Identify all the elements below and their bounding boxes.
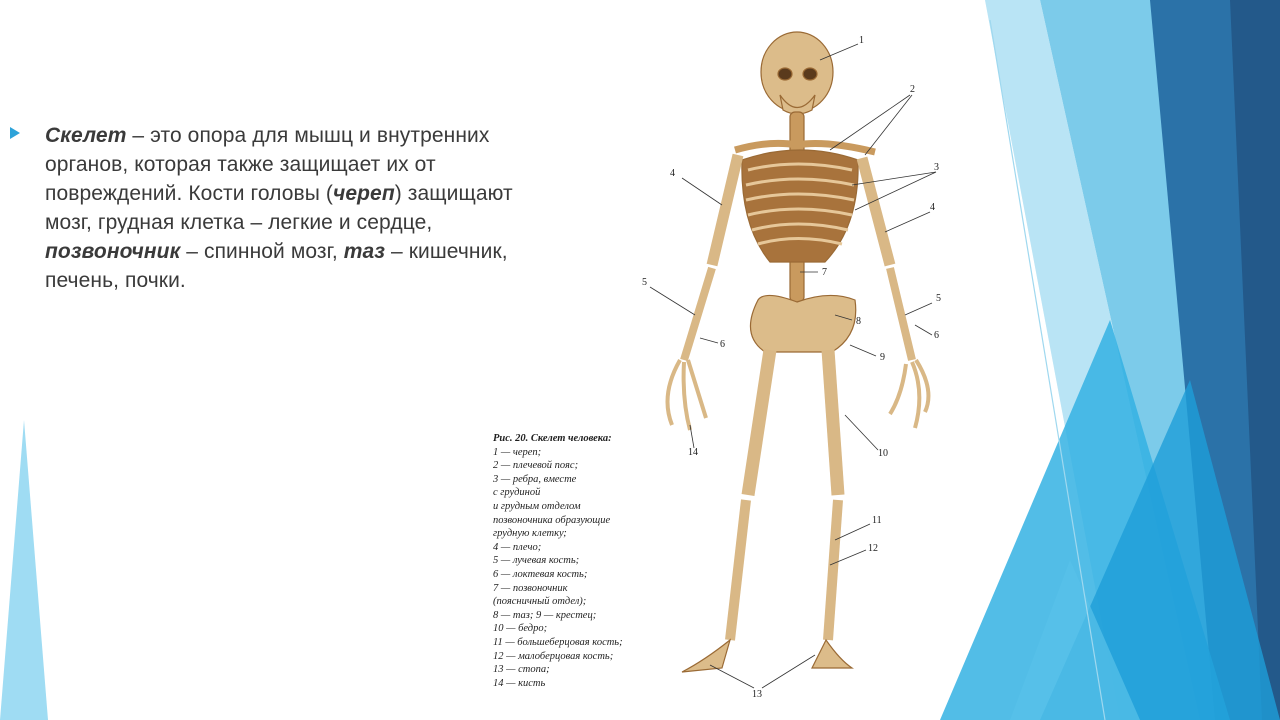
pelvis (750, 295, 855, 352)
text-part: – спинной мозг, (180, 240, 344, 263)
eye-socket-left (778, 68, 792, 80)
text-part: ) защищают мозг, грудная клетка – легкие и сердце, (45, 182, 513, 234)
hand-left (668, 360, 707, 430)
femur-left (748, 350, 770, 495)
figure-label: 11 (872, 515, 882, 526)
humerus-left (712, 155, 738, 265)
caption-line: позвоночника образующие (493, 514, 611, 526)
caption-line: (поясничный отдел); (493, 596, 587, 608)
text-part: – кишечник, печень, почки. (45, 240, 508, 292)
caption-line: 6 — локтевая кость; (493, 568, 588, 580)
term-pelvis: таз (343, 240, 386, 263)
caption-line: 4 — плечо; (493, 541, 542, 553)
caption-line: 5 — лучевая кость; (493, 555, 580, 567)
skull (761, 32, 833, 112)
caption-line: 14 — кисть (493, 677, 546, 689)
caption-line: 13 — стопа; (493, 664, 550, 676)
caption-line: 8 — таз; 9 — крестец; (493, 609, 597, 621)
figure-label: 5 (642, 277, 647, 288)
humerus-right (862, 158, 890, 265)
figure-label: 1 (859, 35, 864, 46)
term-spine: позвоночник (45, 240, 181, 263)
caption-line: 7 — позвоночник (493, 582, 568, 594)
caption-line: 10 — бедро; (493, 623, 548, 635)
skeleton-bones (668, 32, 929, 672)
forearm-right (890, 268, 912, 360)
figure-label: 10 (878, 448, 888, 459)
figure-label: 6 (720, 339, 725, 350)
term-skull: череп (333, 182, 395, 205)
caption-line: 11 — большеберцовая кость; (493, 636, 623, 648)
caption-line: 12 — малоберцовая кость; (493, 650, 614, 662)
figure-label: 13 (752, 689, 762, 700)
caption-line: 3 — ребра, вместе (493, 473, 577, 485)
figure-label: 12 (868, 543, 878, 554)
caption-line: 2 — плечевой пояс; (493, 460, 579, 472)
tibia-left (730, 500, 746, 640)
eye-socket-right (803, 68, 817, 80)
figure-label: 14 (688, 447, 698, 458)
figure-label: 4 (930, 202, 935, 213)
bullet-arrow-icon (10, 127, 20, 139)
tibia-right (828, 500, 838, 640)
figure-label: 7 (822, 267, 827, 278)
term-skeleton: Скелет (45, 124, 127, 147)
caption-line: 1 — череп; (493, 446, 542, 458)
figure-caption (493, 432, 693, 690)
figure-label: 6 (934, 330, 939, 341)
foot-right (812, 640, 852, 668)
figure-label: 4 (670, 168, 675, 179)
forearm-left (684, 268, 712, 360)
figure-label: 5 (936, 293, 941, 304)
figure-label: 8 (856, 316, 861, 327)
deco-triangle-left (0, 420, 48, 720)
caption-line: грудную клетку; (493, 528, 567, 540)
caption-title: Рис. 20. Скелет человека: (493, 433, 612, 444)
caption-line: и грудным отделом (493, 500, 581, 512)
femur-right (828, 350, 838, 495)
figure-label: 3 (934, 162, 939, 173)
figure-label: 2 (910, 84, 915, 95)
caption-line: с грудиной (493, 487, 541, 499)
text-part: – это опора для мышц и внутренних органов, которая также защищает их от повреждений. Кости головы ( (45, 124, 490, 205)
hand-right (890, 360, 928, 428)
figure-label: 9 (880, 352, 885, 363)
